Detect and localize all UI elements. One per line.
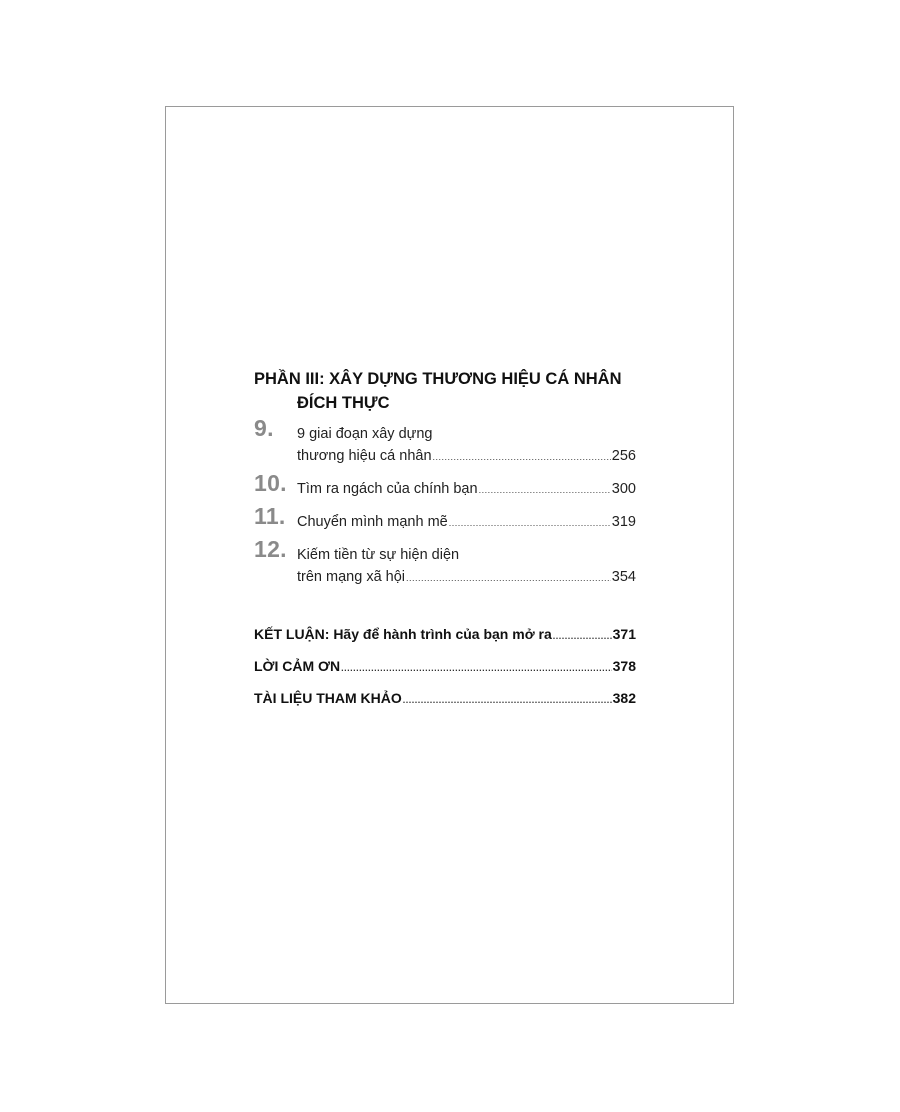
page-number: 382 <box>612 690 636 706</box>
entry-title: TÀI LIỆU THAM KHẢO <box>254 690 402 706</box>
chapter-title: Kiếm tiền từ sự hiện diện <box>297 547 460 563</box>
chapter-title-line <box>297 445 636 468</box>
part-title-line2: ĐÍCH THỰC <box>297 394 390 412</box>
chapter-title-line <box>297 478 636 501</box>
chapter-number: 10. <box>254 470 287 496</box>
chapter-title-line <box>297 544 636 566</box>
chapter-title-cont: thương hiệu cá nhân <box>297 448 432 464</box>
dot-leader <box>479 479 611 501</box>
toc-entry-references <box>254 683 636 715</box>
page-number: 319 <box>611 514 636 530</box>
toc-entry-conclusion <box>254 619 636 651</box>
chapter-title-line <box>297 423 636 445</box>
page-number: 354 <box>611 569 636 585</box>
chapter-number: 12. <box>254 536 287 562</box>
chapter-title: 9 giai đoạn xây dựng <box>297 426 433 442</box>
page-number: 300 <box>611 481 636 497</box>
chapter-number: 9. <box>254 415 274 441</box>
entry-title: LỜI CẢM ƠN <box>254 658 341 674</box>
toc-entry-chapter-11 <box>254 503 636 534</box>
page-number: 371 <box>612 626 636 642</box>
toc-entry-acknowledgements <box>254 651 636 683</box>
chapter-title: Chuyển mình mạnh mẽ <box>297 514 448 530</box>
part-title <box>254 367 636 415</box>
chapter-title: Tìm ra ngách của chính bạn <box>297 481 478 497</box>
chapter-title-line <box>297 566 636 589</box>
dot-leader <box>433 446 611 468</box>
entry-title: KẾT LUẬN: Hãy để hành trình của bạn mở ra <box>254 626 552 642</box>
page-number: 378 <box>612 658 636 674</box>
toc-entry-chapter-9 <box>254 415 636 468</box>
dot-leader <box>341 653 612 683</box>
dot-leader <box>553 621 612 651</box>
toc-entry-chapter-10 <box>254 470 636 501</box>
chapter-title-cont: trên mạng xã hội <box>297 569 406 585</box>
dot-leader <box>449 512 611 534</box>
table-of-contents <box>254 367 636 715</box>
chapter-number: 11. <box>254 503 286 529</box>
end-matter <box>254 619 636 715</box>
dot-leader <box>406 567 611 589</box>
toc-entry-chapter-12 <box>254 536 636 589</box>
part-title-line1: PHẦN III: XÂY DỰNG THƯƠNG HIỆU CÁ NHÂN <box>254 370 622 388</box>
page-number: 256 <box>611 448 636 464</box>
book-page <box>165 106 734 1004</box>
dot-leader <box>403 685 612 715</box>
chapter-title-line <box>297 511 636 534</box>
